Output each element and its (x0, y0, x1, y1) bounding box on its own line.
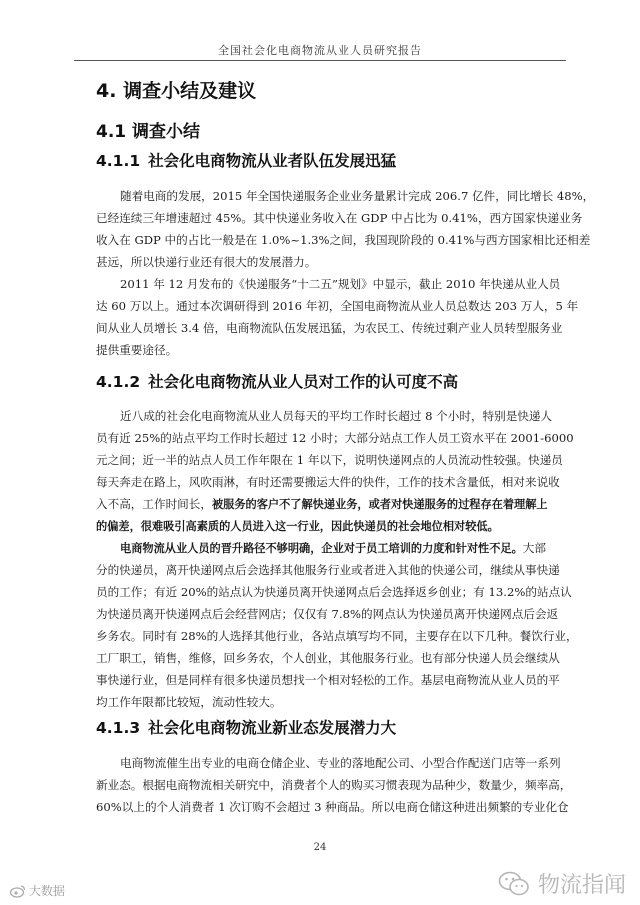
text-run: 大部 (522, 541, 546, 555)
text-line: 工厂职工，销售，维修，回乡务农，个人创业，其他服务行业。也有部分快递人员会继续从 (96, 651, 560, 665)
text-line: 每天奔走在路上，风吹雨淋，有时还需要搬运大件的快件，工作的技术含量低，相对来说收 (96, 475, 560, 489)
text-line: 60%以上的个人消费者 1 次订购不会超过 3 种商品。所以电商仓储这种进出频繁的专业化仓 (96, 800, 569, 814)
heading-number: 4.1.2 (96, 373, 141, 391)
text-line: 间从业人员增长 3.4 倍，电商物流队伍发展迅猛，为农民工、传统过剩产业人员转型服务业 (96, 321, 563, 335)
text-line: 2011 年 12 月发布的《快递服务“十二五”规划》中显示，截止 2010 年快递从业人员 (120, 277, 561, 291)
text-line: 新业态。根据电商物流相关研究中，消费者个人的购买习惯表现为品种少，数量少，频率高， (96, 778, 572, 792)
bold-text-run: 电商物流从业人员的晋升路径不够明确，企业对于员工培训的力度和针对性不足。 (120, 541, 523, 555)
subsection-heading (96, 117, 200, 142)
heading-title: 社会化电商物流业新业态发展潜力大 (148, 719, 397, 737)
text-line: 随着电商的发展，2015 年全国快递服务企业业务量累计完成 206.7 亿件，同比增长 48%， (120, 189, 595, 203)
text-line: 为快递员离开快递网点后会经营网店；仅仅有 7.8%的网点认为快递员离开快递网点后会返 (96, 607, 559, 621)
bold-text-line: 的偏差，很难吸引高素质的人员进入这一行业，因此快递员的社会地位相对较低。 (96, 519, 499, 533)
weibo-icon (10, 884, 26, 898)
heading-4-1-3 (96, 716, 396, 738)
heading-number: 4.1.1 (96, 152, 141, 170)
watermark-right-text: 物流指闻 (537, 873, 626, 898)
header-rule (74, 60, 566, 61)
paragraph-s3-p1 (96, 752, 572, 818)
text-line: 乡务农。同时有 28%的人选择其他行业，各站点填写均不同，主要存在以下几种。餐饮行业， (96, 629, 578, 643)
text-line-mixed (96, 493, 546, 515)
text-line: 已经连续三年增速超过 45%。其中快递业务收入在 GDP 中占比为 0.41%，西方国家快递业务 (96, 211, 583, 225)
watermark-left (10, 882, 65, 899)
text-line: 提供重要途径。 (96, 343, 178, 357)
text-line: 员有近 25%的站点平均工作时长超过 12 小时；大部分站点工作人员工资水平在 2001-6000 (96, 431, 574, 445)
watermark-right (498, 868, 626, 899)
paragraph-s1-p1 (96, 185, 595, 273)
text-line: 电商物流催生出专业的电商仓储企业、专业的落地配公司、小型合作配送门店等一系列 (120, 756, 561, 770)
page-number: 24 (313, 842, 327, 853)
heading-4-1-2 (96, 370, 458, 392)
section-title: 调查小结及建议 (123, 80, 257, 102)
subsection-title: 调查小结 (132, 122, 201, 142)
running-header: 全国社会化电商物流从业人员研究报告 (218, 44, 422, 57)
watermark-left-text: 大数据 (29, 884, 66, 898)
paragraph-s2-p1 (96, 405, 574, 537)
text-line: 均工作年限都比较短，流动性较大。 (96, 695, 282, 709)
text-line: 近八成的社会化电商物流从业人员每天的平均工作时长超过 8 个小时，特别是快递人 (120, 409, 553, 423)
paragraph-s2-p2 (96, 537, 578, 713)
text-line: 员的工作；有近 20%的站点认为快递员离开快递网点后会选择返乡创业；有 13.2%的站点认 (96, 585, 572, 599)
heading-title: 社会化电商物流从业者队伍发展迅猛 (148, 152, 397, 170)
heading-4-1-1 (96, 149, 396, 171)
text-line-mixed (96, 537, 546, 559)
text-line: 甚远，所以快递行业还有很大的发展潜力。 (96, 255, 317, 269)
subsection-number: 4.1 (96, 122, 127, 142)
text-line: 收入在 GDP 中的占比一般是在 1.0%~1.3%之间，我国现阶段的 0.41%与西方国家相比还相差 (96, 233, 591, 247)
text-run: 入不高，工作时间长， (96, 497, 212, 511)
text-line: 元之间；近一半的站点人员工作年限在 1 年以下，说明快递网点的人员流动性较强。快递员 (96, 453, 563, 467)
paragraph-s1-p2 (96, 273, 579, 361)
section-heading (96, 76, 256, 103)
text-line: 分的快递员，离开快递网点后会选择其他服务行业或者进入其他的快递公司，继续从事快递 (96, 563, 560, 577)
bold-text-run: 被服务的客户不了解快递业务，或者对快递服务的过程存在着理解上 (211, 497, 548, 511)
wechat-icon (498, 871, 530, 897)
heading-title: 社会化电商物流从业人员对工作的认可度不高 (148, 373, 459, 391)
text-line: 事快递行业，但是同样有很多快递员想找一个相对轻松的工作。基层电商物流从业人员的平 (96, 673, 560, 687)
section-number: 4. (96, 80, 117, 102)
text-line: 达 60 万以上。通过本次调研得到 2016 年初，全国电商物流从业人员总数达 203 万人，5 年 (96, 299, 579, 313)
heading-number: 4.1.3 (96, 719, 141, 737)
